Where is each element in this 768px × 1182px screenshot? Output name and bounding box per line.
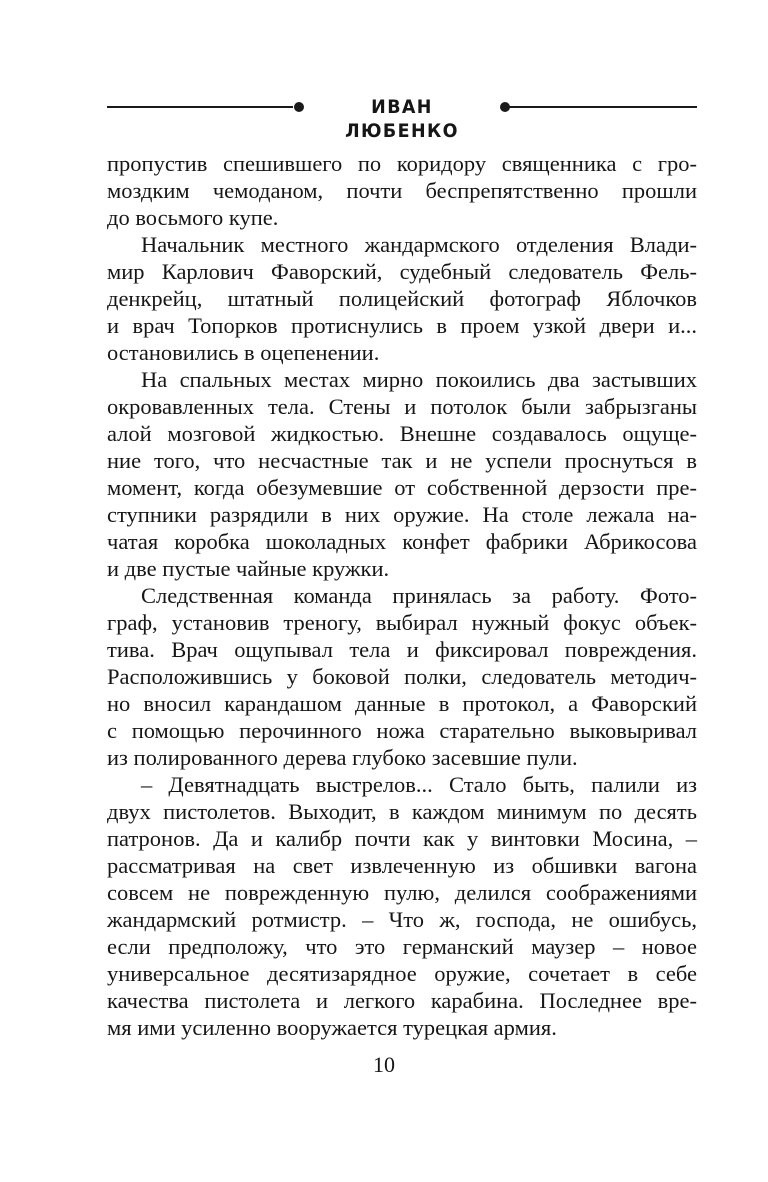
text-line: На спальных местах мирно покоились два застывших — [141, 367, 697, 392]
text-line: тива. Врач ощупывал тела и фиксировал повреждения. — [107, 637, 697, 662]
page-number: 10 — [373, 1052, 395, 1077]
text-line: ступники разрядили в них оружие. На столе лежала на- — [107, 502, 697, 527]
text-line: но вносил карандашом данные в протокол, а Фаворский — [107, 691, 697, 716]
text-line: и две пустые чайные кружки. — [107, 556, 390, 581]
header-rule-right — [507, 106, 697, 108]
text-line: Следственная команда принялась за работу. Фото- — [141, 583, 697, 608]
text-line: пропустив спешившего по коридору священника с гро- — [107, 151, 697, 176]
text-line: чатая коробка шоколадных конфет фабрики Абрикосова — [107, 529, 697, 554]
paragraph — [107, 231, 697, 366]
text-line: мя ими усиленно вооружается турецкая армия. — [107, 1015, 557, 1040]
text-line: патронов. Да и калибр почти как у винтовки Мосина, – — [107, 826, 697, 851]
text-line: с помощью перочинного ножа старательно выковыривал — [107, 718, 697, 743]
text-line: Расположившись у боковой полки, следователь методич- — [107, 664, 697, 689]
paragraph — [107, 366, 697, 582]
text-line: до восьмого купе. — [107, 205, 279, 230]
text-line: ние того, что несчастные так и не успели проснуться в — [107, 448, 697, 473]
text-line: если предположу, что это германский маузер – новое — [107, 934, 697, 959]
paragraph — [107, 582, 697, 771]
text-line: моздким чемоданом, почти беспрепятственно прошли — [107, 178, 697, 203]
text-line: совсем не поврежденную пулю, делился соображениями — [107, 880, 697, 905]
text-line: рассматривая на свет извлеченную из обшивки вагона — [107, 853, 697, 878]
text-line: алой мозговой жидкостью. Внешне создавалось ощуще- — [107, 421, 697, 446]
paragraph — [107, 150, 697, 231]
text-line: момент, когда обезумевшие от собственной дерзости пре- — [107, 475, 697, 500]
paragraph — [107, 771, 697, 1041]
text-line: граф, установив треногу, выбирал нужный фокус объек- — [107, 610, 697, 635]
body-text — [107, 150, 697, 1041]
running-header — [107, 92, 697, 142]
text-line: двух пистолетов. Выходит, в каждом минимум по десять — [107, 799, 697, 824]
author-name: ИВАН ЛЮБЕНКО — [345, 96, 459, 142]
text-line: и врач Топорков протиснулись в проем узкой двери и... — [107, 313, 697, 338]
text-line: универсальное десятизарядное оружие, сочетает в себе — [107, 961, 697, 986]
text-line: мир Карлович Фаворский, судебный следователь Фель- — [107, 259, 697, 284]
text-line: Начальник местного жандармского отделения Влади- — [141, 232, 697, 257]
header-bullet-left — [294, 102, 304, 112]
text-line: – Девятнадцать выстрелов... Стало быть, палили из — [141, 772, 697, 797]
text-line: качества пистолета и легкого карабина. Последнее вре- — [107, 988, 697, 1013]
text-line: из полированного дерева глубоко засевшие пули. — [107, 745, 578, 770]
header-rule-left — [107, 106, 293, 108]
text-line: жандармский ротмистр. – Что ж, господа, не ошибусь, — [107, 907, 697, 932]
text-line: денкрейц, штатный полицейский фотограф Яблочков — [107, 286, 697, 311]
text-line: окровавленных тела. Стены и потолок были забрызганы — [107, 394, 697, 419]
text-line: остановились в оцепенении. — [107, 340, 380, 365]
